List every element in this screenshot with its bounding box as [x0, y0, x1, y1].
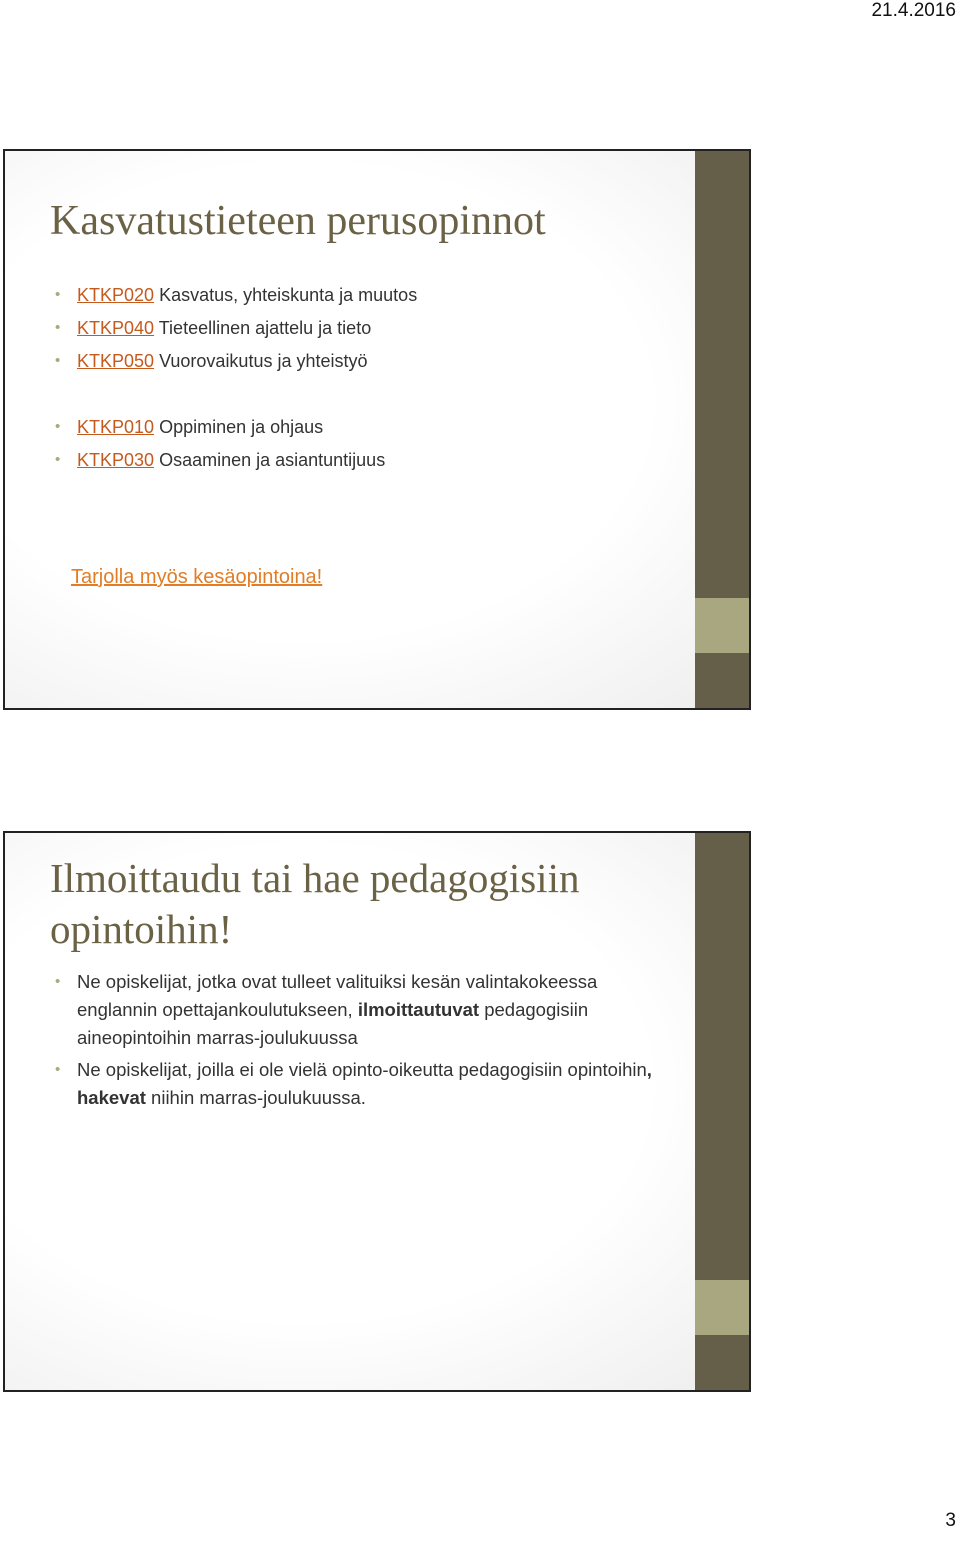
page-number: 3 — [945, 1510, 956, 1531]
bullet-text: niihin marras-joulukuussa. — [145, 1087, 366, 1108]
course-code-link[interactable]: KTKP020 — [77, 285, 155, 305]
summer-courses-link[interactable]: Tarjolla myös kesäopintoina! — [71, 566, 323, 588]
course-code-link[interactable]: KTKP030 — [77, 450, 155, 470]
info-bullet — [55, 1056, 665, 1112]
slide-title-line2: opintoihin! — [50, 906, 233, 952]
bullet-text: pedagogisiin aineopintoihin marras-joulukuussa — [77, 999, 589, 1048]
course-name: Osaaminen ja asiantuntijuus — [159, 450, 386, 470]
slide-sidebar — [695, 833, 749, 1390]
course-item — [55, 314, 665, 347]
course-name: Vuorovaikutus ja yhteistyö — [159, 351, 368, 371]
course-name: Tieteellinen ajattelu ja tieto — [158, 318, 372, 338]
course-name: Oppiminen ja ohjaus — [159, 417, 324, 437]
bullet-text: Ne opiskelijat, joilla ei ole vielä opinto-oikeutta pedagogisiin opintoihin — [77, 1059, 647, 1080]
bullet-bold-text: , hakevat — [77, 1059, 652, 1108]
info-bullet — [55, 968, 665, 1052]
slide-sidebar — [695, 151, 749, 708]
course-item — [55, 446, 665, 479]
course-list — [55, 281, 665, 479]
course-item — [55, 413, 665, 446]
slide-title — [50, 853, 670, 955]
course-code-link[interactable]: KTKP010 — [77, 417, 155, 437]
sidebar-accent-block — [695, 598, 749, 653]
slide-perusopinnot — [3, 149, 751, 710]
sidebar-accent-block — [695, 1280, 749, 1335]
course-item — [55, 281, 665, 314]
slide-title: Kasvatustieteen perusopinnot — [50, 198, 546, 244]
course-item — [55, 347, 665, 380]
info-list — [55, 968, 665, 1116]
course-name: Kasvatus, yhteiskunta ja muutos — [159, 285, 418, 305]
course-code-link[interactable]: KTKP040 — [77, 318, 155, 338]
bullet-bold-text: ilmoittautuvat — [357, 999, 480, 1020]
course-code-link[interactable]: KTKP050 — [77, 351, 155, 371]
slide-ilmoittaudu — [3, 831, 751, 1392]
bullet-text: Ne opiskelijat, jotka ovat tulleet valituiksi kesän valintakokeessa englannin opettajankoulutukseen, — [77, 971, 598, 1020]
slide-title-line1: Ilmoittaudu tai hae pedagogisiin — [50, 855, 580, 901]
page-date: 21.4.2016 — [871, 0, 956, 21]
